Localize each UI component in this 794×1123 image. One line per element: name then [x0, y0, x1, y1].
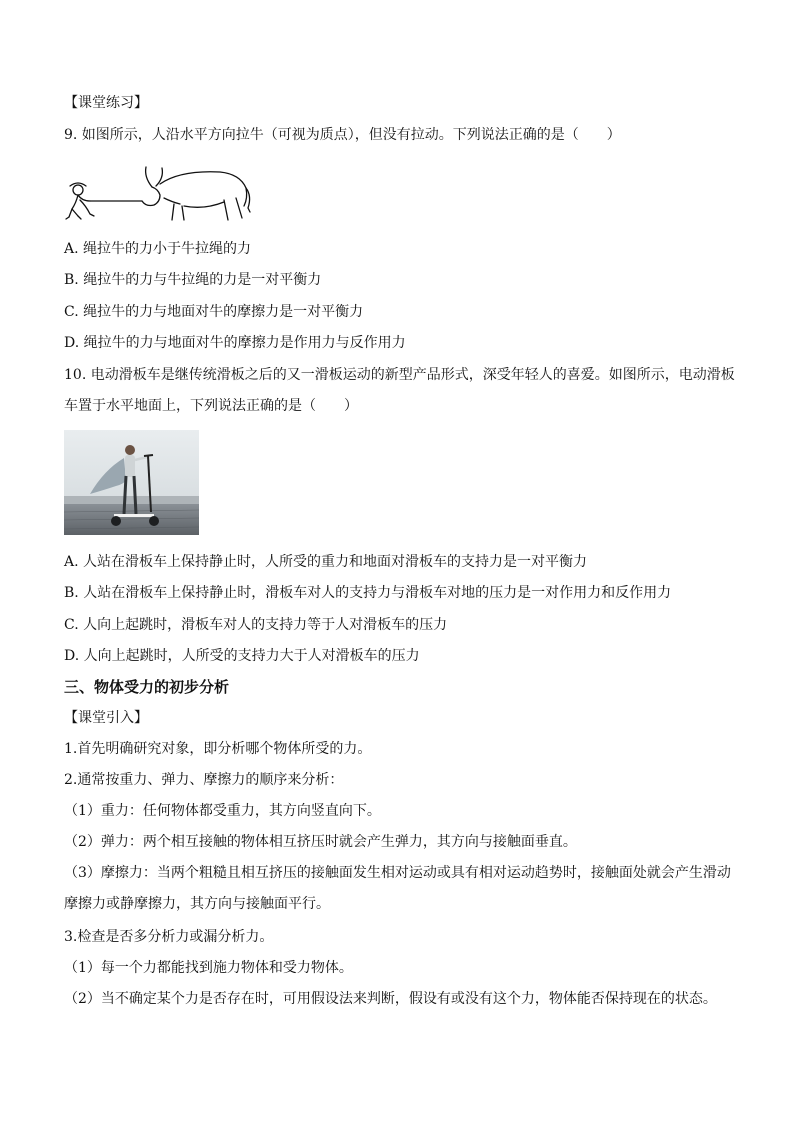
section-practice-label: 【课堂练习】: [64, 95, 148, 111]
q10-stem-line1: 10. 电动滑板车是继传统滑板之后的又一滑板运动的新型产品形式，深受年轻人的喜爱。如图所示，电动滑板: [64, 367, 735, 383]
q10-option-a: A. 人站在滑板车上保持静止时，人所受的重力和地面对滑板车的支持力是一对平衡力: [64, 554, 588, 570]
section3-line-9: （2）当不确定某个力是否存在时，可用假设法来判断，假设有或没有这个力，物体能否保持现在的状态。: [64, 991, 717, 1007]
q10-option-d: D. 人向上起跳时，人所受的支持力大于人对滑板车的压力: [64, 648, 420, 664]
scooter-rider-icon: [64, 430, 199, 535]
ox-drawing-icon: [64, 162, 254, 224]
electric-scooter-photo: [64, 430, 199, 535]
q10-stem-line2: 车置于水平地面上，下列说法正确的是（ ）: [64, 398, 358, 414]
q9-option-d: D. 绳拉牛的力与地面对牛的摩擦力是作用力与反作用力: [64, 335, 406, 351]
q9-option-b: B. 绳拉牛的力与牛拉绳的力是一对平衡力: [64, 272, 322, 288]
section3-line-3: （1）重力：任何物体都受重力，其方向竖直向下。: [64, 803, 381, 819]
section3-line-6: 摩擦力或静摩擦力，其方向与接触面平行。: [64, 896, 330, 912]
q9-option-c: C. 绳拉牛的力与地面对牛的摩擦力是一对平衡力: [64, 304, 364, 320]
section3-line-4: （2）弹力：两个相互接触的物体相互挤压时就会产生弹力，其方向与接触面垂直。: [64, 834, 577, 850]
q10-option-c: C. 人向上起跳时，滑板车对人的支持力等于人对滑板车的压力: [64, 617, 448, 633]
section3-line-1: 1.首先明确研究对象，即分析哪个物体所受的力。: [64, 741, 372, 757]
q10-option-b: B. 人站在滑板车上保持静止时，滑板车对人的支持力与滑板车对地的压力是一对作用力和反作用力: [64, 585, 672, 601]
section3-intro-label: 【课堂引入】: [64, 710, 148, 726]
q9-stem: 9. 如图所示，人沿水平方向拉牛（可视为质点），但没有拉动。下列说法正确的是（ ）: [64, 127, 621, 143]
section3-line-5: （3）摩擦力：当两个粗糙且相互挤压的接触面发生相对运动或具有相对运动趋势时，接触面处就会产生滑动: [64, 865, 731, 881]
section3-line-7: 3.检查是否多分析力或漏分析力。: [64, 929, 274, 945]
section3-line-8: （1）每一个力都能找到施力物体和受力物体。: [64, 960, 353, 976]
section3-title: 三、物体受力的初步分析: [64, 678, 230, 696]
section3-line-2: 2.通常按重力、弹力、摩擦力的顺序来分析：: [64, 772, 344, 788]
q9-option-a: A. 绳拉牛的力小于牛拉绳的力: [64, 241, 252, 257]
person-pulling-ox-figure: [64, 162, 254, 224]
